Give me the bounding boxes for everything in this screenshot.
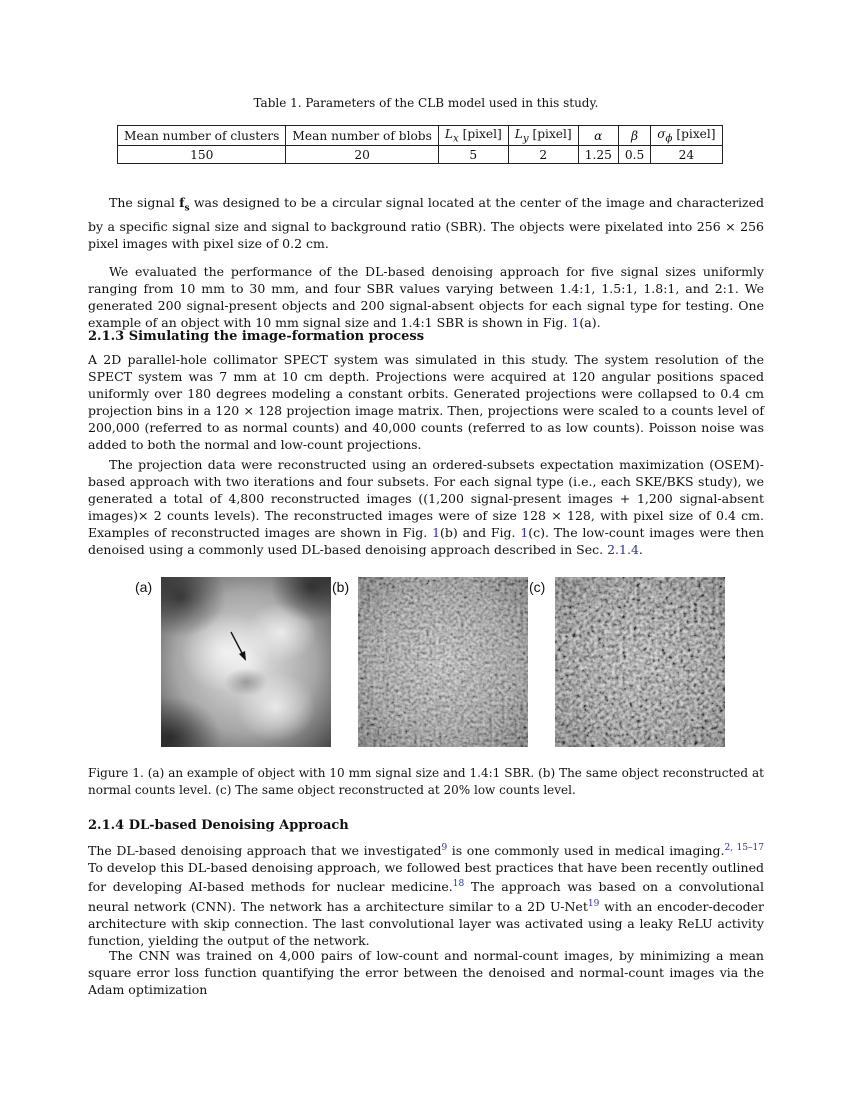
paragraph-cnn-training: The CNN was trained on 4,000 pairs of low-count and normal-count images, by minimizing a mean square error loss function quantifying the error between the denoised and normal-count images via the Adam optimization — [88, 948, 764, 998]
section-heading-2-1-4: 2.1.4 DL-based Denoising Approach — [88, 818, 349, 833]
paragraph-image-formation: A 2D parallel-hole collimator SPECT system was simulated in this study. The system resolution of the SPECT system was 7 mm at 10 cm depth. Projections were acquired at 120 angular positions spaced uniformly over 180 degrees modeling a constant orbits. Generated projections were collapsed to 0.4 cm projection bins in a 120 × 128 projection image matrix. Then, projections were scaled to a counts level of 200,000 (referred to as normal counts) and 40,000 counts (referred to as low counts). Poisson noise was added to both the normal and low-count projections. — [88, 352, 764, 453]
figure-ref-link[interactable]: 1 — [432, 525, 441, 541]
value-beta: 0.5 — [618, 146, 650, 164]
value-sigma: 24 — [651, 146, 722, 164]
figure-ref-link[interactable]: 1 — [571, 315, 580, 331]
value-ly: 2 — [508, 146, 578, 164]
figure-1 — [126, 575, 726, 750]
header-sigma: $\sigma_\phi$ [pixel] — [651, 126, 722, 146]
value-lx: 5 — [438, 146, 508, 164]
panel-label-c: (c) — [529, 579, 546, 595]
paragraph-reconstruction: The projection data were reconstructed using an ordered-subsets expectation maximization (OSEM)-based approach with two iterations and four subsets. For each signal type (i.e., each SKE/BKS study), we generated a total of 4,800 reconstructed images ((1,200 signal-present images + 1,200 signal-absent images)× 2 counts levels). The reconstructed images were of size 128 × 128, with pixel size of 0.4 cm. Examples of reconstructed images are shown in Fig. 1(b) and Fig. 1(c). The low-count images were then denoised using a commonly used DL-based denoising approach described in Sec. 2.1.4. — [88, 457, 764, 558]
panel-label-a: (a) — [135, 579, 153, 595]
paragraph-dl-approach: The DL-based denoising approach that we investigated$^9$ is one commonly used in medical imaging.$^{2, 15-17}$ To develop this DL-based denoising approach, we followed best practices that have been recently outlined for developing AI-based methods for nuclear medicine.$^{18}$ The approach was based on a convolutional neural network (CNN). The network has a architecture similar to a 2D U-Net$^{19}$ with an encoder-decoder architecture with skip connection. The last convolutional layer was activated using a leaky ReLU activity function, yielding the output of the network. — [88, 843, 764, 948]
citation-link[interactable]: 19 — [587, 898, 600, 909]
figure-caption: Figure 1. (a) an example of object with 10 mm signal size and 1.4:1 SBR. (b) The same object reconstructed at normal counts level. (c) The same object reconstructed at 20% low counts level. — [88, 766, 764, 797]
normal-count-image — [358, 577, 528, 747]
citation-link[interactable]: 2, 15–17 — [724, 843, 764, 853]
low-count-image — [555, 577, 725, 747]
header-alpha: α — [578, 126, 618, 146]
header-blobs: Mean number of blobs — [286, 126, 438, 146]
paragraph-evaluation: We evaluated the performance of the DL-based denoising approach for five signal sizes uniformly ranging from 10 mm to 30 mm, and four SBR values varying between 1.4:1, 1.5:1, 1.8:1, and 2:1. We generated 200 signal-present objects and 200 signal-absent objects for each signal type for testing. One example of an object with 10 mm signal size and 1.4:1 SBR is shown in Fig. 1(a). — [88, 264, 764, 331]
value-alpha: 1.25 — [578, 146, 618, 164]
section-ref-link[interactable]: 2.1.4 — [607, 542, 639, 558]
section-heading-2-1-3: 2.1.3 Simulating the image-formation process — [88, 329, 425, 344]
header-clusters: Mean number of clusters — [118, 126, 286, 146]
table-caption: Table 1. Parameters of the CLB model used in this study. — [253, 96, 599, 110]
value-clusters: 150 — [118, 146, 286, 164]
citation-link[interactable]: 18 — [452, 879, 465, 890]
object-image — [161, 577, 331, 747]
paragraph-signal: The signal $f_s$ was designed to be a circular signal located at the center of the image and characterized by a specific signal size and signal to background ratio (SBR). The objects were pixelated into 256 × 256 pixel images with pixel size of 0.2 cm. — [88, 195, 764, 251]
table-value-row — [118, 146, 723, 164]
table-header-row — [118, 126, 723, 146]
panel-label-b: (b) — [332, 579, 350, 595]
value-blobs: 20 — [286, 146, 438, 164]
citation-link[interactable]: 9 — [441, 843, 448, 853]
header-ly: $L_y$ [pixel] — [508, 126, 578, 146]
header-beta: β — [618, 126, 650, 146]
header-lx: $L_x$ [pixel] — [438, 126, 508, 146]
figure-ref-link[interactable]: 1 — [520, 525, 529, 541]
parameters-table — [117, 125, 723, 164]
